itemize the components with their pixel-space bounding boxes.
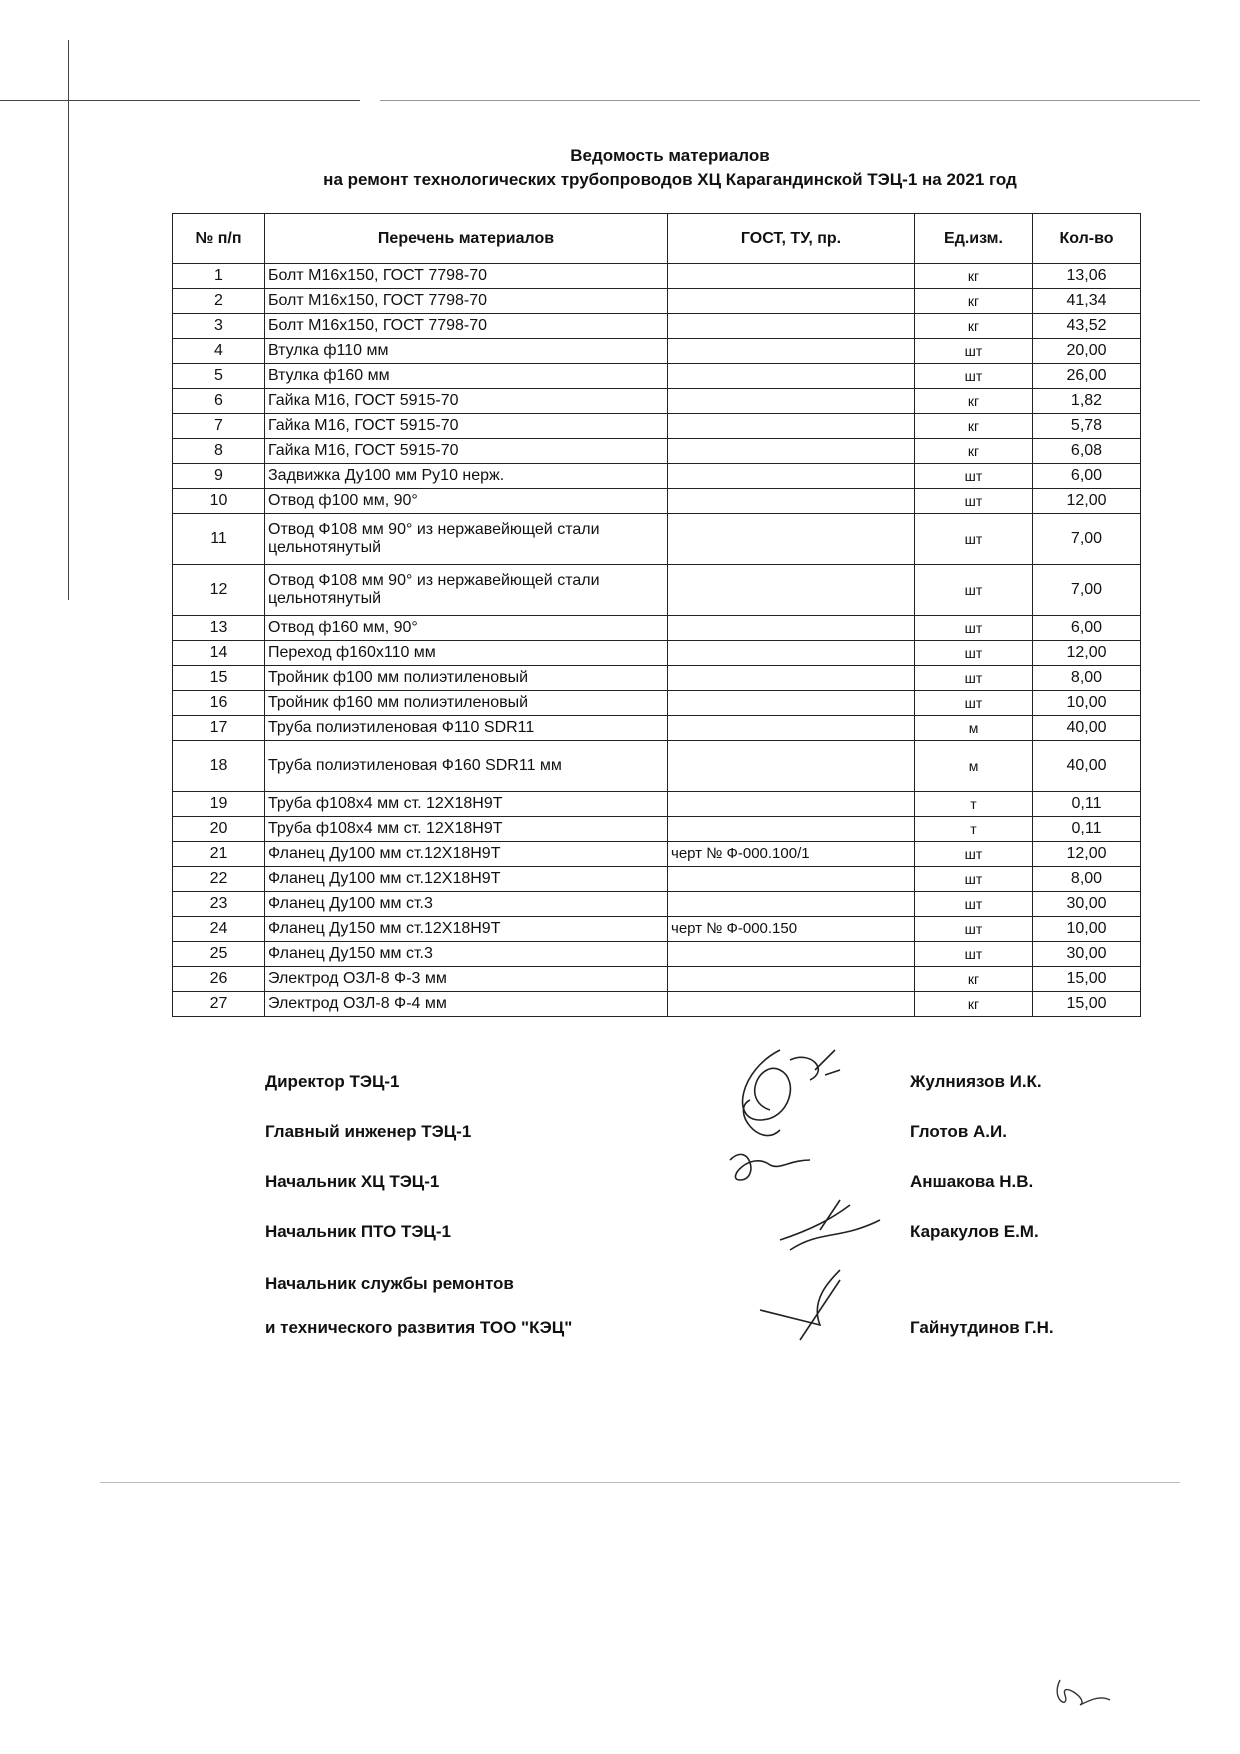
row-unit: шт: [915, 565, 1033, 616]
row-num: 26: [173, 967, 265, 992]
row-unit: шт: [915, 942, 1033, 967]
row-gost: [668, 439, 915, 464]
row-gost: [668, 741, 915, 792]
header-name: Перечень материалов: [265, 214, 668, 264]
row-gost: [668, 464, 915, 489]
row-num: 9: [173, 464, 265, 489]
row-num: 1: [173, 264, 265, 289]
signature-role: Главный инженер ТЭЦ-1: [265, 1122, 472, 1141]
row-qty: 15,00: [1033, 992, 1141, 1017]
table-row: [173, 464, 1141, 489]
scan-margin-line: [68, 40, 69, 600]
row-num: 17: [173, 716, 265, 741]
signature-person: Гайнутдинов Г.Н.: [910, 1318, 1054, 1337]
row-gost: [668, 289, 915, 314]
row-gost: [668, 641, 915, 666]
row-num: 5: [173, 364, 265, 389]
table-row: [173, 942, 1141, 967]
row-gost: [668, 314, 915, 339]
table-row: [173, 741, 1141, 792]
table-row: [173, 264, 1141, 289]
row-unit: т: [915, 792, 1033, 817]
scan-top-rule-right: [380, 100, 1200, 101]
table-row: [173, 389, 1141, 414]
row-name: Болт М16х150, ГОСТ 7798-70: [265, 264, 668, 289]
row-gost: [668, 967, 915, 992]
row-name: Переход ф160х110 мм: [265, 641, 668, 666]
row-name: Задвижка Ду100 мм Ру10 нерж.: [265, 464, 668, 489]
signature-row: [265, 1222, 1165, 1252]
row-gost: [668, 666, 915, 691]
signature-person: Аншакова Н.В.: [910, 1172, 1034, 1191]
row-unit: кг: [915, 439, 1033, 464]
row-gost: [668, 867, 915, 892]
row-unit: шт: [915, 917, 1033, 942]
row-unit: шт: [915, 339, 1033, 364]
row-gost: [668, 992, 915, 1017]
row-gost: [668, 514, 915, 565]
table-row: [173, 691, 1141, 716]
row-qty: 6,00: [1033, 464, 1141, 489]
row-unit: шт: [915, 666, 1033, 691]
row-unit: шт: [915, 641, 1033, 666]
row-num: 21: [173, 842, 265, 867]
materials-table: [172, 213, 1141, 1017]
initials-mark: [1040, 1670, 1120, 1730]
row-qty: 12,00: [1033, 842, 1141, 867]
table-row: [173, 414, 1141, 439]
table-row: [173, 817, 1141, 842]
row-qty: 40,00: [1033, 741, 1141, 792]
row-qty: 10,00: [1033, 691, 1141, 716]
row-num: 8: [173, 439, 265, 464]
row-unit: шт: [915, 464, 1033, 489]
row-name: Труба полиэтиленовая Ф110 SDR11: [265, 716, 668, 741]
row-num: 16: [173, 691, 265, 716]
header-gost: ГОСТ, ТУ, пр.: [668, 214, 915, 264]
row-gost: черт № Ф-000.150: [668, 917, 915, 942]
row-name: Фланец Ду100 мм ст.12Х18Н9Т: [265, 842, 668, 867]
row-gost: [668, 264, 915, 289]
row-num: 4: [173, 339, 265, 364]
row-gost: [668, 792, 915, 817]
table-row: [173, 867, 1141, 892]
row-unit: шт: [915, 691, 1033, 716]
row-qty: 8,00: [1033, 867, 1141, 892]
row-gost: [668, 716, 915, 741]
row-name: Отвод ф100 мм, 90°: [265, 489, 668, 514]
table-row: [173, 967, 1141, 992]
document-title: Ведомость материалов: [570, 146, 770, 165]
signature-row: [265, 1172, 1165, 1202]
row-qty: 0,11: [1033, 817, 1141, 842]
row-qty: 43,52: [1033, 314, 1141, 339]
row-qty: 20,00: [1033, 339, 1141, 364]
row-num: 14: [173, 641, 265, 666]
row-name: Болт М16х150, ГОСТ 7798-70: [265, 314, 668, 339]
scan-bottom-dots: [100, 1482, 1180, 1483]
signature-person: Жулниязов И.К.: [910, 1072, 1042, 1091]
signature-row: [265, 1122, 1165, 1152]
row-gost: [668, 339, 915, 364]
row-unit: шт: [915, 364, 1033, 389]
row-unit: т: [915, 817, 1033, 842]
row-qty: 13,06: [1033, 264, 1141, 289]
row-qty: 7,00: [1033, 565, 1141, 616]
row-num: 20: [173, 817, 265, 842]
row-num: 23: [173, 892, 265, 917]
row-name: Труба ф108х4 мм ст. 12Х18Н9Т: [265, 817, 668, 842]
document-subtitle: на ремонт технологических трубопроводов ХЦ Карагандинской ТЭЦ-1 на 2021 год: [323, 170, 1017, 189]
row-unit: кг: [915, 992, 1033, 1017]
row-num: 13: [173, 616, 265, 641]
row-unit: кг: [915, 289, 1033, 314]
table-row: [173, 565, 1141, 616]
row-qty: 40,00: [1033, 716, 1141, 741]
row-num: 3: [173, 314, 265, 339]
row-num: 7: [173, 414, 265, 439]
row-gost: [668, 817, 915, 842]
row-name: Гайка М16, ГОСТ 5915-70: [265, 439, 668, 464]
table-row: [173, 339, 1141, 364]
row-qty: 6,08: [1033, 439, 1141, 464]
row-num: 22: [173, 867, 265, 892]
row-qty: 5,78: [1033, 414, 1141, 439]
row-qty: 41,34: [1033, 289, 1141, 314]
row-unit: кг: [915, 389, 1033, 414]
row-gost: [668, 389, 915, 414]
row-name: Отвод Ф108 мм 90° из нержавейющей стали цельнотянутый: [265, 565, 668, 616]
table-row: [173, 616, 1141, 641]
row-num: 19: [173, 792, 265, 817]
row-qty: 12,00: [1033, 641, 1141, 666]
row-num: 6: [173, 389, 265, 414]
row-name: Отвод Ф108 мм 90° из нержавейющей стали цельнотянутый: [265, 514, 668, 565]
row-gost: [668, 364, 915, 389]
row-qty: 10,00: [1033, 917, 1141, 942]
row-unit: м: [915, 741, 1033, 792]
row-gost: [668, 489, 915, 514]
row-qty: 15,00: [1033, 967, 1141, 992]
row-gost: [668, 616, 915, 641]
row-name: Фланец Ду150 мм ст.12Х18Н9Т: [265, 917, 668, 942]
signature-row: [265, 1318, 1165, 1348]
row-name: Отвод ф160 мм, 90°: [265, 616, 668, 641]
row-gost: [668, 942, 915, 967]
row-qty: 26,00: [1033, 364, 1141, 389]
row-unit: шт: [915, 867, 1033, 892]
row-qty: 6,00: [1033, 616, 1141, 641]
row-qty: 0,11: [1033, 792, 1141, 817]
row-name: Втулка ф160 мм: [265, 364, 668, 389]
table-row: [173, 892, 1141, 917]
row-unit: кг: [915, 314, 1033, 339]
table-row: [173, 514, 1141, 565]
row-num: 11: [173, 514, 265, 565]
row-unit: шт: [915, 489, 1033, 514]
signature-role: Начальник ПТО ТЭЦ-1: [265, 1222, 451, 1241]
row-name: Болт М16х150, ГОСТ 7798-70: [265, 289, 668, 314]
table-row: [173, 289, 1141, 314]
row-name: Фланец Ду150 мм ст.3: [265, 942, 668, 967]
row-qty: 7,00: [1033, 514, 1141, 565]
scan-top-rule: [0, 100, 360, 101]
table-row: [173, 641, 1141, 666]
row-num: 27: [173, 992, 265, 1017]
signature-role: Начальник ХЦ ТЭЦ-1: [265, 1172, 440, 1191]
signature-row: [265, 1072, 1165, 1102]
row-num: 15: [173, 666, 265, 691]
row-unit: шт: [915, 616, 1033, 641]
table-row: [173, 842, 1141, 867]
signature-person: Глотов А.И.: [910, 1122, 1007, 1141]
row-gost: черт № Ф-000.100/1: [668, 842, 915, 867]
row-unit: кг: [915, 967, 1033, 992]
handwritten-signatures: [720, 1040, 940, 1370]
row-name: Втулка ф110 мм: [265, 339, 668, 364]
row-num: 24: [173, 917, 265, 942]
row-name: Тройник ф100 мм полиэтиленовый: [265, 666, 668, 691]
row-unit: м: [915, 716, 1033, 741]
row-gost: [668, 414, 915, 439]
row-num: 10: [173, 489, 265, 514]
signature-role: Директор ТЭЦ-1: [265, 1072, 400, 1091]
row-name: Фланец Ду100 мм ст.12Х18Н9Т: [265, 867, 668, 892]
row-name: Гайка М16, ГОСТ 5915-70: [265, 414, 668, 439]
header-unit: Ед.изм.: [915, 214, 1033, 264]
row-gost: [668, 892, 915, 917]
row-unit: кг: [915, 414, 1033, 439]
signature-role: и технического развития ТОО "КЭЦ": [265, 1318, 573, 1337]
table-row: [173, 666, 1141, 691]
table-row: [173, 364, 1141, 389]
row-qty: 8,00: [1033, 666, 1141, 691]
row-gost: [668, 691, 915, 716]
table-row: [173, 314, 1141, 339]
row-gost: [668, 565, 915, 616]
row-unit: шт: [915, 892, 1033, 917]
row-name: Труба ф108х4 мм ст. 12Х18Н9Т: [265, 792, 668, 817]
row-qty: 30,00: [1033, 942, 1141, 967]
table-row: [173, 439, 1141, 464]
signature-role: Начальник службы ремонтов: [265, 1274, 514, 1293]
row-name: Труба полиэтиленовая Ф160 SDR11 мм: [265, 741, 668, 792]
row-qty: 12,00: [1033, 489, 1141, 514]
header-qty: Кол-во: [1033, 214, 1141, 264]
row-unit: шт: [915, 842, 1033, 867]
row-unit: кг: [915, 264, 1033, 289]
row-name: Тройник ф160 мм полиэтиленовый: [265, 691, 668, 716]
table-body: [173, 264, 1141, 1017]
row-name: Электрод ОЗЛ-8 Ф-4 мм: [265, 992, 668, 1017]
row-num: 2: [173, 289, 265, 314]
row-name: Гайка М16, ГОСТ 5915-70: [265, 389, 668, 414]
row-num: 18: [173, 741, 265, 792]
table-header-row: [173, 214, 1141, 264]
table-row: [173, 917, 1141, 942]
row-unit: шт: [915, 514, 1033, 565]
table-row: [173, 992, 1141, 1017]
row-num: 25: [173, 942, 265, 967]
table-row: [173, 792, 1141, 817]
row-qty: 1,82: [1033, 389, 1141, 414]
row-name: Электрод ОЗЛ-8 Ф-3 мм: [265, 967, 668, 992]
row-num: 12: [173, 565, 265, 616]
row-qty: 30,00: [1033, 892, 1141, 917]
header-num: № п/п: [173, 214, 265, 264]
signature-row: [265, 1274, 1165, 1304]
row-name: Фланец Ду100 мм ст.3: [265, 892, 668, 917]
table-row: [173, 716, 1141, 741]
signature-person: Каракулов Е.М.: [910, 1222, 1039, 1241]
table-row: [173, 489, 1141, 514]
